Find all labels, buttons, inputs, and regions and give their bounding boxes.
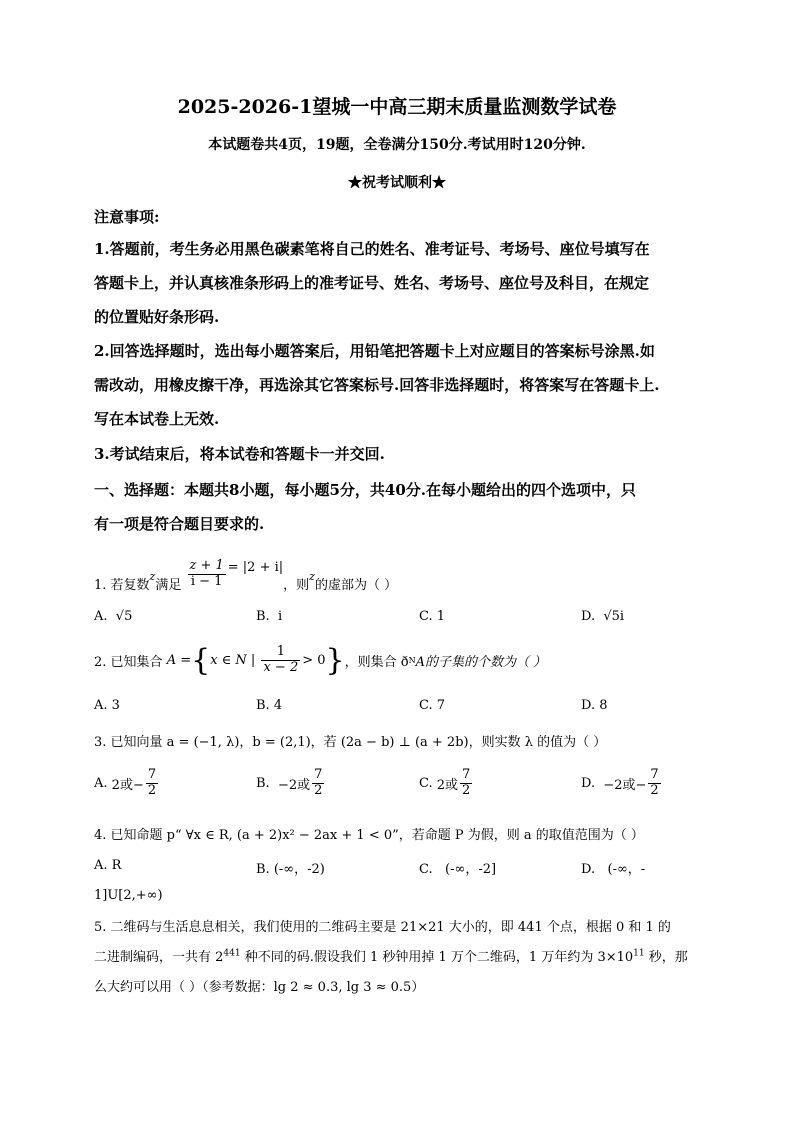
q4-option-c: C. (-∞，-2] [419, 862, 497, 877]
q2-option-a: A. 3 [94, 698, 120, 713]
section-heading-cont: 有一项是符合题目要求的. [94, 515, 265, 533]
q1-option-b: B. i [256, 609, 283, 624]
notice-line: 写在本试卷上无效. [94, 410, 220, 428]
q2-option-d: D. 8 [581, 698, 608, 713]
notice-line: 答题卡上，并认真核准条形码上的准考证号、姓名、考场号、座位号及科目，在规定 [94, 274, 650, 292]
q1-suffix1: ，则 [283, 578, 310, 593]
q4-option-b: B. (-∞，-2) [256, 862, 325, 877]
notice-heading: 注意事项: [94, 208, 160, 226]
exam-subtitle: 本试题卷共4页，19题，全卷满分150分.考试用时120分钟. [208, 137, 586, 153]
q1-denominator: i − 1 [190, 574, 223, 590]
q1-mid: 满足 [155, 578, 182, 593]
q3-option-d: D. −2或− $\frac{7}{2}$ [581, 767, 659, 798]
question-3: 3. 已知向量 a = (−1, λ)，b = (2,1)，若 (2a − b) ⊥ (a + 2b)，则实数 λ 的值为（ ） [94, 735, 607, 750]
q1-option-d: D. √5i [581, 609, 625, 624]
q3-option-b: B. −2或 $\frac{7}{2}$ [256, 767, 323, 798]
q1-option-c: C. 1 [419, 609, 446, 624]
notice-line: 2.回答选择题时，选出每小题答案后，用铅笔把答题卡上对应题目的答案标号涂黑.如 [94, 342, 655, 360]
q1-option-a: A. √5 [94, 609, 133, 624]
notice-line: 3.考试结束后，将本试卷和答题卡一并交回. [94, 445, 385, 463]
question-5-line3: 么大约可以用（ ）（参考数据：lg 2 ≈ 0.3, lg 3 ≈ 0.5） [94, 980, 425, 995]
question-4: 4. 已知命题 p“ ∀x ∈ R, (a + 2)x² − 2ax + 1 < 0”，若命题 P 为假，则 a 的取值范围为（ ） [94, 828, 644, 843]
question-5: 5. 二维码与生活息息相关，我们使用的二维码主要是 21×21 大小的，即 441 个点，根据 0 和 1 的 [94, 920, 671, 935]
question-5-line2: 二进制编码，一共有 $2^{441}$ 种不同的码.假设我们 1 秒钟用掉 1 万个二维码，1 万年约为 $3\times 10^{11}$ 秒，那 [94, 948, 688, 965]
question-2: 2. 已知集合 A ={x ∈ N | $\frac{1}{x - 2}$ > 0}，则集合 ðNA的子集的个数为（ ） [94, 643, 547, 678]
q1-var: z [309, 570, 315, 583]
section-heading: 一、选择题：本题共8小题，每小题5分，共40分.在每小题给出的四个选项中，只 [94, 481, 636, 499]
q1-var: z [149, 570, 156, 583]
q4-option-d-wrap: 1]U[2,+∞) [94, 888, 163, 903]
notice-line: 1.答题前，考生务必用黑色碳素笔将自己的姓名、准考证号、考场号、座位号填写在 [94, 240, 650, 258]
q4-option-a: A. R [94, 858, 122, 873]
q2-option-b: B. 4 [256, 698, 283, 713]
q2-option-c: C. 7 [419, 698, 446, 713]
q1-rhs: = |2 + i| [227, 560, 284, 575]
q1-fraction [188, 559, 226, 590]
q4-option-d: D. (-∞，- [581, 862, 646, 877]
question-1 [94, 550, 397, 593]
notice-line: 的位置贴好条形码. [94, 308, 220, 326]
q2-fraction: $\frac{1}{x - 2}$ [263, 644, 299, 675]
page-title: 2025-2026-1望城一中高三期末质量监测数学试卷 [177, 96, 617, 118]
q3-option-a: A. 2或− $\frac{7}{2}$ [94, 767, 157, 798]
notice-line: 需改动，用橡皮擦干净，再选涂其它答案标号.回答非选择题时，将答案写在答题卡上. [94, 376, 660, 394]
q3-option-c: C. 2或 $\frac{7}{2}$ [419, 767, 471, 798]
q1-numerator: z + 1 [189, 558, 224, 574]
q1-suffix2: 的虚部为（ ） [314, 578, 398, 593]
blessing-text: ★祝考试顺利★ [348, 175, 446, 191]
q1-prefix: 1. 若复数 [94, 578, 150, 593]
